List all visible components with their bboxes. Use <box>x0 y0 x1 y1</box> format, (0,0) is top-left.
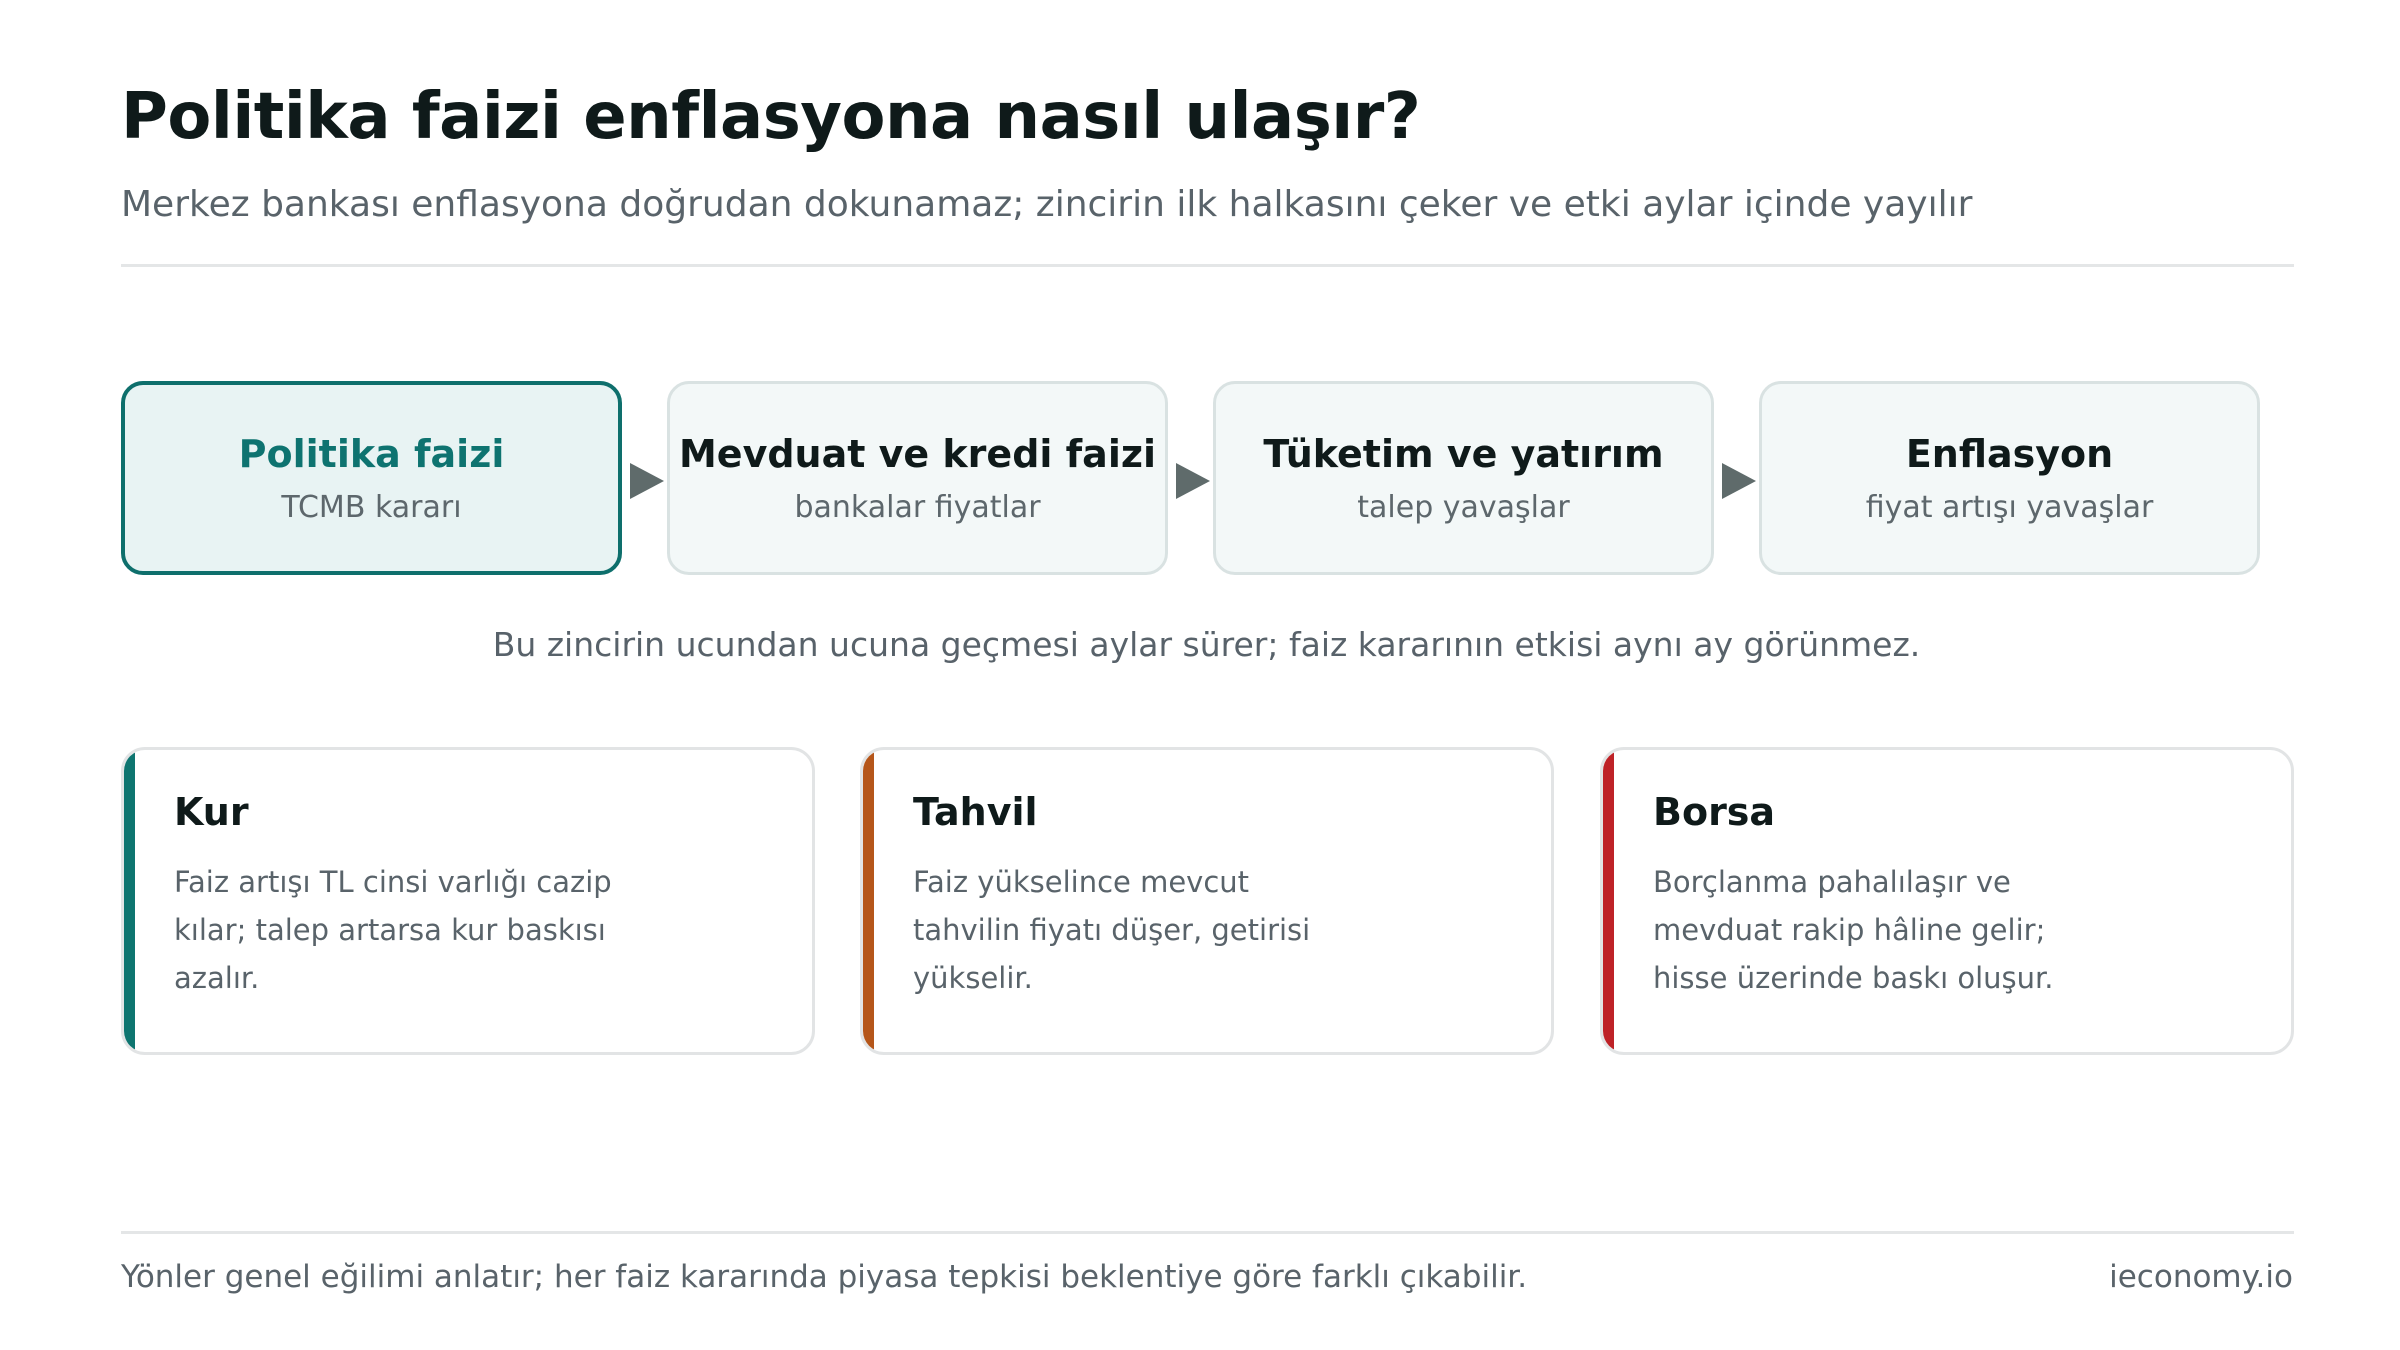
footer-disclaimer: Yönler genel eğilimi anlatır; her faiz kararında piyasa tepkisi beklentiye göre farklı çıkabilir. <box>121 1259 1528 1295</box>
chain-step-subtitle: fiyat artışı yavaşlar <box>1865 489 2154 525</box>
chain-step-subtitle: talep yavaşlar <box>1357 489 1570 525</box>
card-body: Faiz artışı TL cinsi varlığı cazip kılar; talep artarsa kur baskısı azalır. <box>174 865 612 995</box>
chain-step-title: Tüketim ve yatırım <box>1263 431 1664 476</box>
card-body: Faiz yükselince mevcut tahvilin fiyatı düşer, getirisi yükselir. <box>913 865 1311 995</box>
card-accent-bar <box>124 750 135 1052</box>
chain-step-consumption-investment <box>1213 381 1714 575</box>
arrow-right-icon <box>630 463 664 499</box>
arrow-right-icon <box>1176 463 1210 499</box>
card-accent-bar <box>1603 750 1614 1052</box>
chain-step-inflation <box>1759 381 2260 575</box>
card-accent-bar <box>863 750 874 1052</box>
chain-step-title: Enflasyon <box>1905 431 2114 476</box>
chain-step-policy-rate <box>121 381 622 575</box>
chain-step-deposit-loan-rate <box>667 381 1168 575</box>
chain-note: Bu zincirin ucundan ucuna geçmesi aylar sürer; faiz kararının etkisi aynı ay görünmez. <box>492 625 1921 664</box>
page-subtitle: Merkez bankası enflasyona doğrudan dokunamaz; zincirin ilk halkasını çeker ve etki aylar içinde yayılır <box>121 184 1973 225</box>
page-title: Politika faizi enflasyona nasıl ulaşır? <box>121 80 1421 154</box>
market-card-stock <box>1600 747 2294 1055</box>
footer-brand: ieconomy.io <box>2109 1259 2293 1295</box>
market-card-bond <box>860 747 1554 1055</box>
chain-step-title: Politika faizi <box>238 431 505 476</box>
header-divider <box>121 264 2294 267</box>
footer-divider <box>121 1231 2294 1234</box>
chain-step-subtitle: TCMB kararı <box>281 489 462 525</box>
card-title: Kur <box>174 790 249 834</box>
card-title: Borsa <box>1653 790 1776 834</box>
market-card-fx <box>121 747 815 1055</box>
card-title: Tahvil <box>913 790 1038 834</box>
chain-step-subtitle: bankalar fiyatlar <box>794 489 1041 525</box>
card-body: Borçlanma pahalılaşır ve mevduat rakip hâline gelir; hisse üzerinde baskı oluşur. <box>1653 865 2054 995</box>
arrow-right-icon <box>1722 463 1756 499</box>
chain-step-title: Mevduat ve kredi faizi <box>678 431 1156 476</box>
